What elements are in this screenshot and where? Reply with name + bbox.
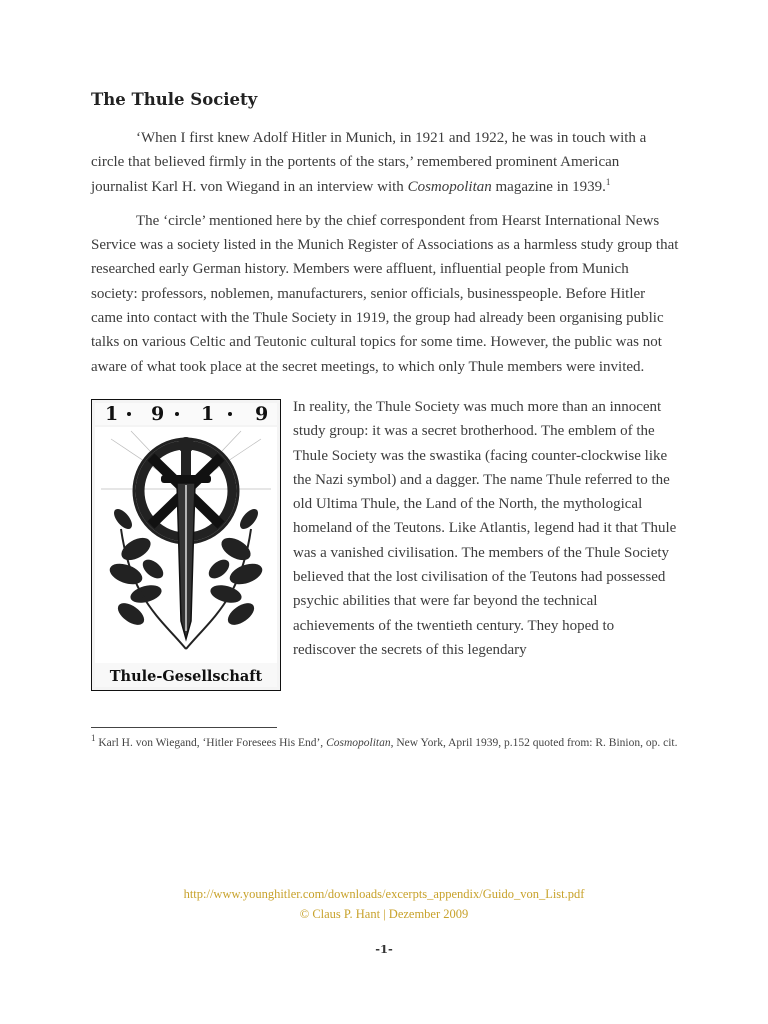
source-link[interactable]: http://www.younghitler.com/downloads/excerpts_appendix/Guido_von_List.pdf <box>183 887 585 901</box>
thule-emblem-image <box>91 399 281 691</box>
emblem-graphic <box>91 399 281 691</box>
paragraph-1-text: ‘When I first knew Adolf Hitler in Munich, in 1921 and 1922, he was in touch with a circle that believed firmly in the portents of the stars,’ remembered prominent American journalist Karl H. von Wiegand in an interview with <box>91 130 647 195</box>
footnote-ref[interactable]: 1 <box>605 176 611 187</box>
emblem-year-band <box>95 403 277 425</box>
magazine-name: Cosmopolitan <box>407 178 492 195</box>
year-digit-1: 1 <box>105 402 119 425</box>
year-digit-4: 9 <box>255 402 269 425</box>
copyright-line: © Claus P. Hant | Dezember 2009 <box>299 907 469 921</box>
footnote-number: 1 <box>91 733 96 744</box>
paragraph-1-tail: magazine in 1939. <box>491 178 606 195</box>
page-number: -1- <box>375 942 393 956</box>
footnote-divider <box>91 727 277 728</box>
emblem-caption: Thule-Gesellschaft <box>109 667 263 685</box>
document-page <box>91 88 679 753</box>
footnote-magazine: Cosmopolitan <box>326 736 391 749</box>
year-dot <box>228 412 232 416</box>
page-footer <box>0 884 768 924</box>
year-dot <box>175 412 179 416</box>
year-digit-2: 9 <box>151 402 165 425</box>
footnote-tail: , New York, April 1939, p.152 quoted from: R. Binion, op. cit. <box>390 736 678 749</box>
paragraph-2: The ‘circle’ mentioned here by the chief correspondent from Hearst International News Service was a society listed in the Munich Register of Associations as a harmless study group that researched early German history. Members were affluent, influential people from Munich society: professors, noblemen, manufacturers, senior officials, businesspeople. Before Hitler came into contact with the Thule Society in 1919, the group had already been organising public talks on various Celtic and Teutonic cultural topics for some time. However, the public was not aware of what took place at the secret meetings, to which only Thule members were invited. <box>91 212 679 375</box>
paragraph-1 <box>91 126 679 199</box>
footnote-text: Karl H. von Wiegand, ‘Hitler Foresees His End’, <box>98 736 327 749</box>
year-dot <box>127 412 131 416</box>
paragraph-3: In reality, the Thule Society was much more than an innocent study group: it was a secret brotherhood. The emblem of the Thule Society was the swastika (facing counter-clockwise like the Nazi symbol) and a dagger. The name Thule referred to the old Ultima Thule, the Land of the North, the mythological homeland of the Teutons. Like Atlantis, legend had it that Thule was a vanished civilisation. The members of the Thule Society believed that the lost civilisation of the Teutons had possessed psychic abilities that were far beyond the technical achievements of the twentieth century. They hoped to rediscover the secrets of this legendary <box>293 398 677 658</box>
year-digit-3: 1 <box>201 402 215 425</box>
figure-row <box>91 395 679 691</box>
page-title: The Thule Society <box>91 90 258 109</box>
footnote-1 <box>91 734 679 753</box>
